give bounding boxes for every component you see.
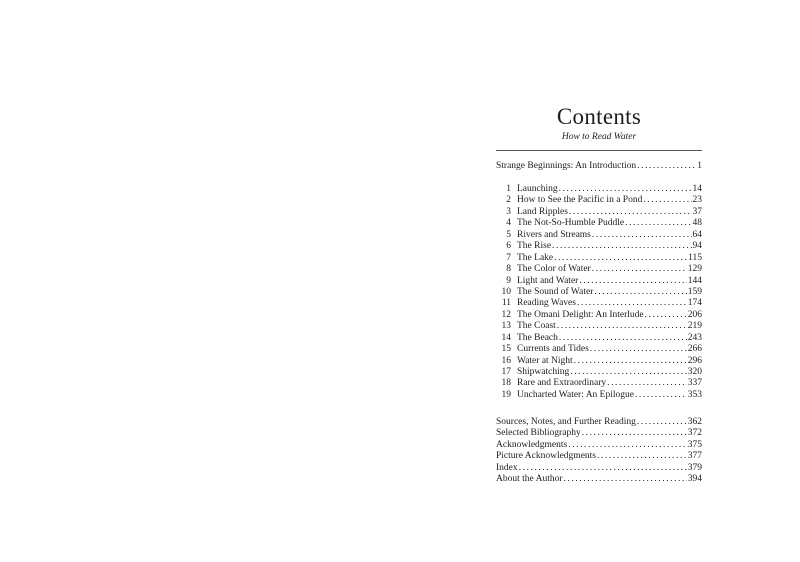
dot-leader [559, 184, 692, 195]
entry-title: Rivers and Streams [517, 229, 591, 240]
page-number: 115 [688, 252, 702, 263]
toc-entry [496, 184, 702, 195]
page-number: 377 [687, 451, 702, 462]
chapter-number: 9 [506, 275, 511, 286]
page-number: 1 [697, 161, 702, 171]
entry-title: The Beach [517, 332, 558, 343]
dot-leader [569, 207, 692, 218]
chapter-number: 3 [506, 206, 511, 217]
entry-title: The Lake [517, 252, 554, 263]
chapter-number: 5 [506, 229, 511, 240]
dot-leader [570, 367, 687, 378]
toc-entry [496, 390, 702, 401]
dot-leader [582, 428, 687, 439]
chapter-number: 2 [506, 195, 511, 206]
contents-title: Contents [556, 104, 642, 129]
dot-leader [557, 321, 687, 332]
toc-entry [496, 451, 702, 462]
page-number: 353 [687, 389, 702, 400]
toc-entry [496, 207, 702, 218]
page-number: 394 [687, 474, 702, 485]
entry-title: The Sound of Water [517, 286, 594, 297]
entry-title: How to See the Pacific in a Pond [517, 195, 643, 206]
chapter-number: 6 [506, 241, 511, 252]
toc-entry [496, 195, 702, 206]
dot-leader [607, 378, 687, 389]
toc-entry [496, 161, 702, 172]
entry-title: Water at Night [517, 355, 573, 366]
entry-title: The Rise [517, 241, 552, 252]
dot-leader [559, 333, 687, 344]
entry-title: About the Author [496, 474, 563, 485]
toc-entry [496, 367, 702, 378]
page-number: 37 [692, 206, 702, 217]
page-number: 219 [687, 321, 702, 332]
toc-entry [496, 333, 702, 344]
toc-entry [496, 428, 702, 439]
toc-entry [496, 440, 702, 451]
toc-entry [496, 298, 702, 309]
chapter-number: 4 [506, 218, 511, 229]
chapter-section [496, 184, 702, 401]
intro-section [496, 161, 702, 172]
dot-leader [579, 276, 686, 287]
toc-entry [496, 356, 702, 367]
toc-entry [496, 287, 702, 298]
page-number: 266 [687, 344, 702, 355]
toc-entry [496, 264, 702, 275]
page-number: 129 [687, 264, 702, 275]
dot-leader [577, 298, 687, 309]
entry-title: Selected Bibliography [496, 428, 581, 439]
toc-entry [496, 344, 702, 355]
entry-title: Picture Acknowledgments [496, 451, 596, 462]
page-number: 362 [687, 417, 702, 427]
chapter-number: 13 [501, 321, 511, 332]
chapter-number: 11 [501, 298, 511, 309]
toc-entry [496, 230, 702, 241]
page-number: 14 [692, 184, 702, 194]
page-number: 159 [687, 286, 702, 297]
back-matter-section [496, 417, 702, 486]
entry-title: The Color of Water [517, 264, 591, 275]
toc-entry [496, 463, 702, 474]
page-number: 372 [687, 428, 702, 439]
page-number: 174 [687, 298, 702, 309]
entry-title: Strange Beginnings: An Introduction [496, 161, 637, 171]
chapter-number: 17 [501, 367, 511, 377]
page-number: 64 [692, 229, 702, 240]
dot-leader [519, 463, 687, 474]
dot-leader [552, 241, 691, 252]
entry-title: Light and Water [517, 275, 579, 286]
title-rule [496, 150, 702, 151]
dot-leader [643, 195, 691, 206]
dot-leader [637, 417, 687, 428]
chapter-number: 18 [501, 378, 511, 389]
entry-title: The Omani Delight: An Interlude [517, 309, 644, 320]
entry-title: Shipwatching [517, 367, 570, 377]
book-subtitle: How to Read Water [561, 132, 637, 142]
page-number: 320 [687, 367, 702, 377]
page-number: 379 [687, 462, 702, 473]
right-page [496, 0, 800, 562]
entry-title: Land Ripples [517, 206, 568, 217]
toc-entry [496, 474, 702, 485]
page-number: 94 [692, 241, 702, 252]
chapter-number: 14 [501, 332, 511, 343]
entry-title: Sources, Notes, and Further Reading [496, 417, 636, 427]
entry-title: Acknowledgments [496, 439, 568, 450]
page-number: 243 [687, 332, 702, 343]
chapter-number: 12 [501, 309, 511, 320]
entry-title: The Not-So-Humble Puddle [517, 218, 625, 229]
toc-entry [496, 253, 702, 264]
dot-leader [637, 161, 696, 172]
chapter-number: 1 [506, 184, 511, 194]
chapter-number: 10 [501, 286, 511, 297]
page-number: 337 [687, 378, 702, 389]
toc-entry [496, 378, 702, 389]
entry-title: Rare and Extraordinary [517, 378, 607, 389]
toc-entry [496, 276, 702, 287]
toc-entry [496, 310, 702, 321]
dot-leader [568, 440, 687, 451]
dot-leader [592, 230, 692, 241]
page-number: 206 [687, 309, 702, 320]
page-number: 23 [692, 195, 702, 206]
chapter-number: 7 [506, 252, 511, 263]
page-number: 144 [687, 275, 702, 286]
chapter-number: 19 [501, 389, 511, 400]
entry-title: Launching [517, 184, 558, 194]
page-number: 296 [687, 355, 702, 366]
chapter-number: 16 [501, 355, 511, 366]
chapter-number: 8 [506, 264, 511, 275]
entry-title: The Coast [517, 321, 556, 332]
dot-leader [597, 451, 687, 462]
chapter-number: 15 [501, 344, 511, 355]
dot-leader [554, 253, 687, 264]
dot-leader [564, 474, 687, 485]
dot-leader [625, 218, 691, 229]
dot-leader [590, 344, 687, 355]
toc-entry [496, 321, 702, 332]
toc-entry [496, 241, 702, 252]
dot-leader [592, 264, 687, 275]
entry-title: Reading Waves [517, 298, 576, 309]
page-number: 375 [687, 439, 702, 450]
dot-leader [635, 390, 687, 401]
toc-entry [496, 218, 702, 229]
entry-title: Index [496, 462, 518, 473]
dot-leader [645, 310, 687, 321]
dot-leader [594, 287, 686, 298]
entry-title: Currents and Tides [517, 344, 589, 355]
entry-title: Uncharted Water: An Epilogue [517, 389, 634, 400]
dot-leader [574, 356, 687, 367]
toc-entry [496, 417, 702, 428]
page-number: 48 [692, 218, 702, 229]
